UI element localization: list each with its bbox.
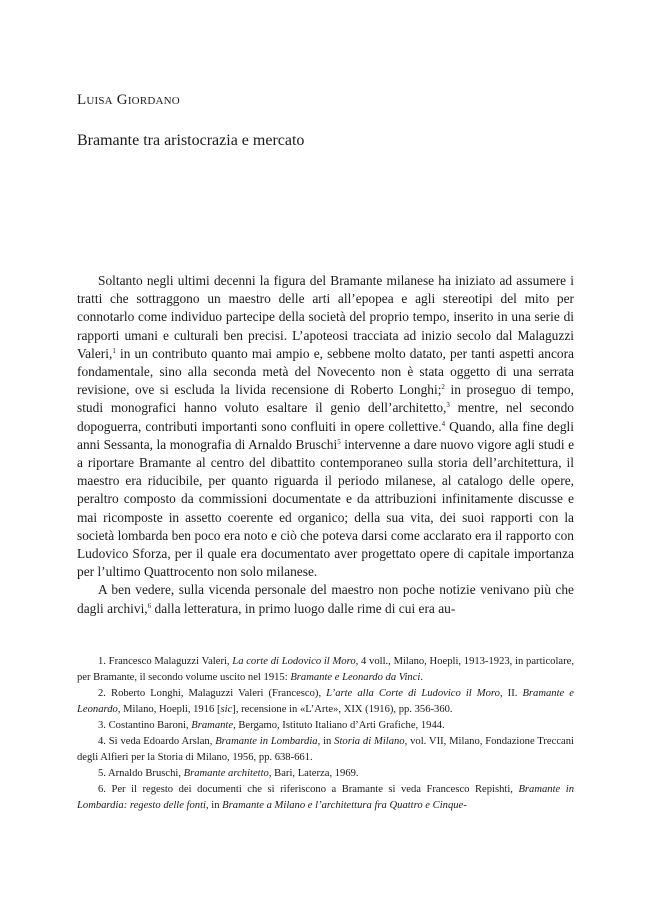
footnote xyxy=(77,718,574,734)
note-title: La corte di Lodovico il Moro xyxy=(232,656,356,667)
note-text: 6. Per il regesto dei documenti che si riferiscono a Bramante si veda Francesco Repishti, xyxy=(98,784,519,795)
note-title: Bramante xyxy=(191,720,234,731)
text-run: Soltanto negli ultimi decenni la figura del Bramante milanese ha iniziato ad assumere i tratti che sottraggono un maestro delle arti all’epopea e agli stereotipi del mito per connotarlo come individuo partecipe della società del proprio tempo, inserito in una serie di rapporti umani e culturali ben precisi. L’apoteosi tracciata ad inizio secolo dal Malaguzzi Valeri, xyxy=(77,273,574,361)
text-run: Quando, alla fine degli anni Sessanta, la monografia di Arnaldo Bruschi xyxy=(77,418,574,452)
note-text: , vol. VII, Milano, Fondazione Treccani degli Alfieri per la Storia di Milano, 1956, pp. 638-661. xyxy=(77,736,574,763)
footnote xyxy=(77,654,574,686)
body-paragraph xyxy=(77,272,574,581)
note-text: , in xyxy=(205,800,223,811)
note-title: Storia di Milano xyxy=(334,736,405,747)
note-text: . xyxy=(420,672,424,683)
article-title: Bramante tra aristocrazia e mercato xyxy=(77,132,305,149)
text-run: A ben vedere, sulla vicenda personale del maestro non poche notizie venivano più che dagli archivi, xyxy=(77,582,574,616)
note-title: Bramante e Leonardo da Vinci xyxy=(290,672,421,683)
note-text: 5. Arnaldo Bruschi, xyxy=(98,768,184,779)
note-text: , in xyxy=(317,736,335,747)
author-name: Luisa Giordano xyxy=(77,92,180,108)
footnote-ref: 5 xyxy=(337,437,341,446)
note-title: sic xyxy=(220,704,233,715)
note-title: L’arte alla Corte di Ludovico il Moro xyxy=(326,688,500,699)
note-text: , 4 voll., Milano, Hoepli, 1913-1923, in particolare, per Bramante, il secondo volume uscito nel 1915: xyxy=(77,656,574,683)
note-text: , Bergamo, Istituto Italiano d’Arti Grafiche, 1944. xyxy=(233,720,445,731)
footnote xyxy=(77,766,574,782)
footnote xyxy=(77,782,574,814)
footnote xyxy=(77,734,574,766)
text-run: mentre, nel secondo dopoguerra, contributi importanti sono confluiti in opere collettive. xyxy=(77,400,575,434)
body-text xyxy=(77,272,574,618)
note-title: Bramante e Leonardo xyxy=(77,688,574,715)
body-paragraph xyxy=(77,581,574,617)
note-text: 1. Francesco Malaguzzi Valeri, xyxy=(98,656,233,667)
note-text: 3. Costantino Baroni, xyxy=(98,720,192,731)
text-run: in proseguo di tempo, studi monografici hanno voluto esaltare il genio dell’architetto, xyxy=(77,382,574,416)
footnote-ref: 3 xyxy=(446,401,450,410)
note-title: Bramante in Lombardia xyxy=(215,736,318,747)
note-text: , Milano, Hoepli, 1916 [ xyxy=(117,704,221,715)
note-title: Bramante a Milano e l’architettura fra Quattro e Cinque- xyxy=(222,800,467,811)
footnote-ref: 1 xyxy=(112,346,116,355)
note-title: Bramante architetto xyxy=(183,768,269,779)
footnote-ref: 6 xyxy=(147,601,152,610)
footnote xyxy=(77,686,574,718)
footnotes xyxy=(77,654,574,814)
note-text: ], recensione in «L’Arte», XIX (1916), pp. 356-360. xyxy=(232,704,453,715)
note-title: Bramante in Lombardia: regesto delle fonti xyxy=(77,784,574,811)
footnote-ref: 4 xyxy=(441,419,446,428)
text-run: intervenne a dare nuovo vigore agli studi e a riportare Bramante al centro del dibattito contemporaneo sulla storia dell’architettura, il maestro era riducibile, per quanto riguarda il periodo milanese, al catalogo delle opere, peraltro composto da commissioni documentate e da attribuzioni infinitamente discusse e mai ricomposte in assetto coerente ed organico; della sua vita, dei suoi rapporti con la società lombarda ben poco era noto e ciò che poteva darsi come acclarato era il rapporto con Ludovico Sforza, per il quale era documentato aver progettato opere di capitale importanza per l’ultimo Quattrocento non solo milanese. xyxy=(77,436,575,580)
text-run: dalla letteratura, in primo luogo dalle rime di cui era au- xyxy=(151,600,456,616)
note-text: , Bari, Laterza, 1969. xyxy=(268,768,359,779)
footnote-ref: 2 xyxy=(441,383,445,392)
note-text: 4. Si veda Edoardo Arslan, xyxy=(98,736,216,747)
text-run: in un contributo quanto mai ampio e, sebbene molto datato, per tanti aspetti ancora fondamentale, sino alla seconda metà del Novecento non è stata oggetto di una serrata revisione, ove si escluda la livida recensione di Roberto Longhi; xyxy=(77,345,574,398)
note-text: 2. Roberto Longhi, Malaguzzi Valeri (Francesco), xyxy=(98,688,327,699)
note-text: , II. xyxy=(499,688,523,699)
